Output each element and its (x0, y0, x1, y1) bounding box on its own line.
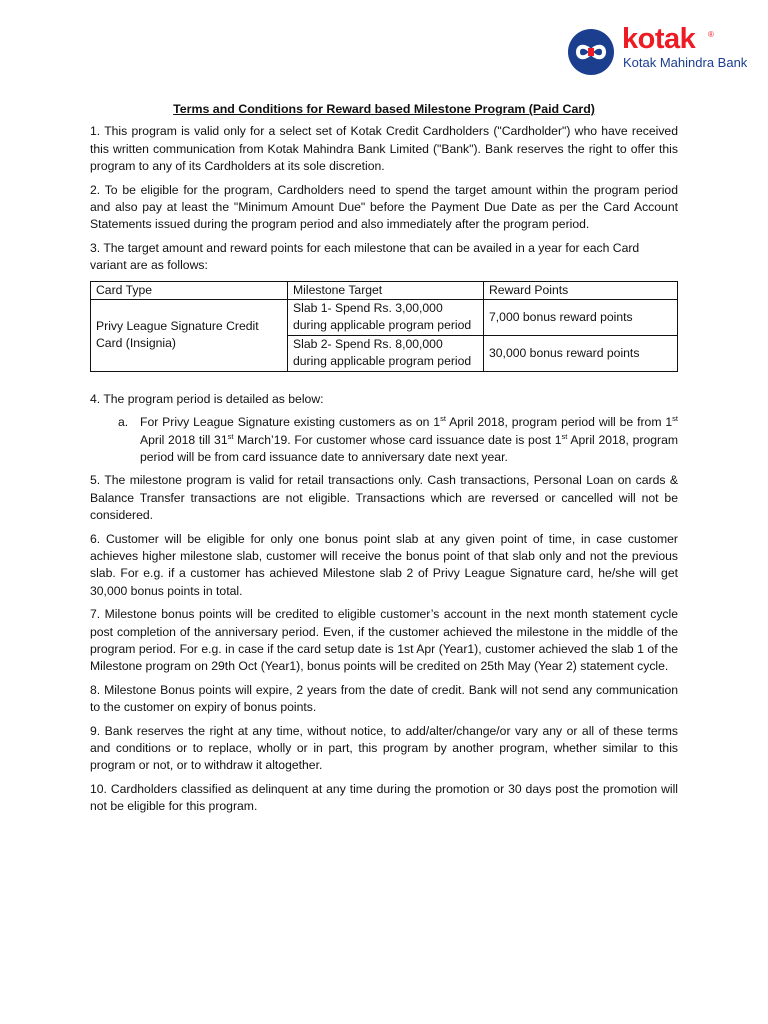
clause-5: 5. The milestone program is valid for retail transactions only. Cash transactions, Personal Loan on cards & Balance Transfer transactions are not eligible. Transactions which are reversed or cancelled will not be considered. (90, 473, 678, 523)
reward-points-cell: 30,000 bonus reward points (484, 335, 678, 371)
logo-subtitle: Kotak Mahindra Bank (623, 55, 748, 70)
list-marker: a. (118, 415, 129, 430)
table-header-row (91, 281, 678, 299)
milestone-target-cell: Slab 2- Spend Rs. 8,00,000 during applicable program period (288, 335, 484, 371)
column-header-reward-points: Reward Points (484, 281, 678, 299)
kotak-logo (567, 23, 748, 76)
logo-registered-mark: ® (708, 30, 714, 39)
clause-7: 7. Milestone bonus points will be credited to eligible customer’s account in the next month statement cycle post completion of the anniversary period. Even, if the customer achieved the milestone in the middle of the program period. For e.g. in case if the card setup date is 1st Apr (Year1), customer achieved the slab 1 of the Milestone program on 29th Oct (Year1), bonus points will be credited on 25th May (Year 2) statement cycle. (90, 607, 678, 674)
clause-4: 4. The program period is detailed as below: (90, 391, 324, 406)
clause-10: 10. Cardholders classified as delinquent at any time during the promotion or 30 days post the promotion will not be eligible for this program. (90, 781, 678, 814)
clause-4-list (90, 414, 678, 466)
clause-8: 8. Milestone Bonus points will expire, 2 years from the date of credit. Bank will not send any communication to the customer on expiry of bonus points. (90, 682, 678, 715)
table-row (91, 300, 678, 336)
card-type-cell: Privy League Signature Credit Card (Insignia) (91, 300, 288, 372)
list-item (90, 414, 678, 466)
clause-1: 1. This program is valid only for a select set of Kotak Credit Cardholders ("Cardholder") who have received this written communication from Kotak Mahindra Bank Limited ("Bank"). Bank reserves the right to offer this program to any of its Cardholders at its sole discretion. (90, 124, 678, 174)
clause-9: 9. Bank reserves the right at any time, without notice, to add/alter/change/or vary any or all of these terms and conditions or to replace, wholly or in part, this program by another program, whether similar to this program or not, or to withdraw it altogether. (90, 723, 678, 773)
milestone-table (90, 281, 678, 372)
reward-points-cell: 7,000 bonus reward points (484, 300, 678, 336)
logo-wordmark: kotak (622, 23, 696, 55)
column-header-card-type: Card Type (91, 281, 288, 299)
kotak-infinity-logo-icon (567, 28, 615, 76)
document-body (90, 101, 678, 822)
document-title: Terms and Conditions for Reward based Milestone Program (Paid Card) (173, 102, 595, 116)
clause-2: 2. To be eligible for the program, Cardholders need to spend the target amount within the program period and also pay at least the "Minimum Amount Due" before the Payment Due Date as per the Card Account Statements issued during the program period and also immediately after the program period. (90, 182, 678, 232)
clause-6: 6. Customer will be eligible for only one bonus point slab at any given point of time, in case customer achieves higher milestone slab, customer will receive the bonus point of that slab only and not the previous slab. For e.g. if a customer has achieved Milestone slab 2 of Privy League Signature card, he/she will get 30,000 bonus points in total. (90, 531, 678, 598)
clause-3: 3. The target amount and reward points for each milestone that can be availed in a year for each Card variant are as follows: (90, 240, 640, 273)
column-header-milestone-target: Milestone Target (288, 281, 484, 299)
milestone-target-cell: Slab 1- Spend Rs. 3,00,000 during applicable program period (288, 300, 484, 336)
clause-4a-text: For Privy League Signature existing customers as on 1st April 2018, program period will be from 1st April 2018 till 31st March’19. For customer whose card issuance date is post 1st April 2018, program period will be from card issuance date to anniversary date next year. (140, 414, 679, 464)
